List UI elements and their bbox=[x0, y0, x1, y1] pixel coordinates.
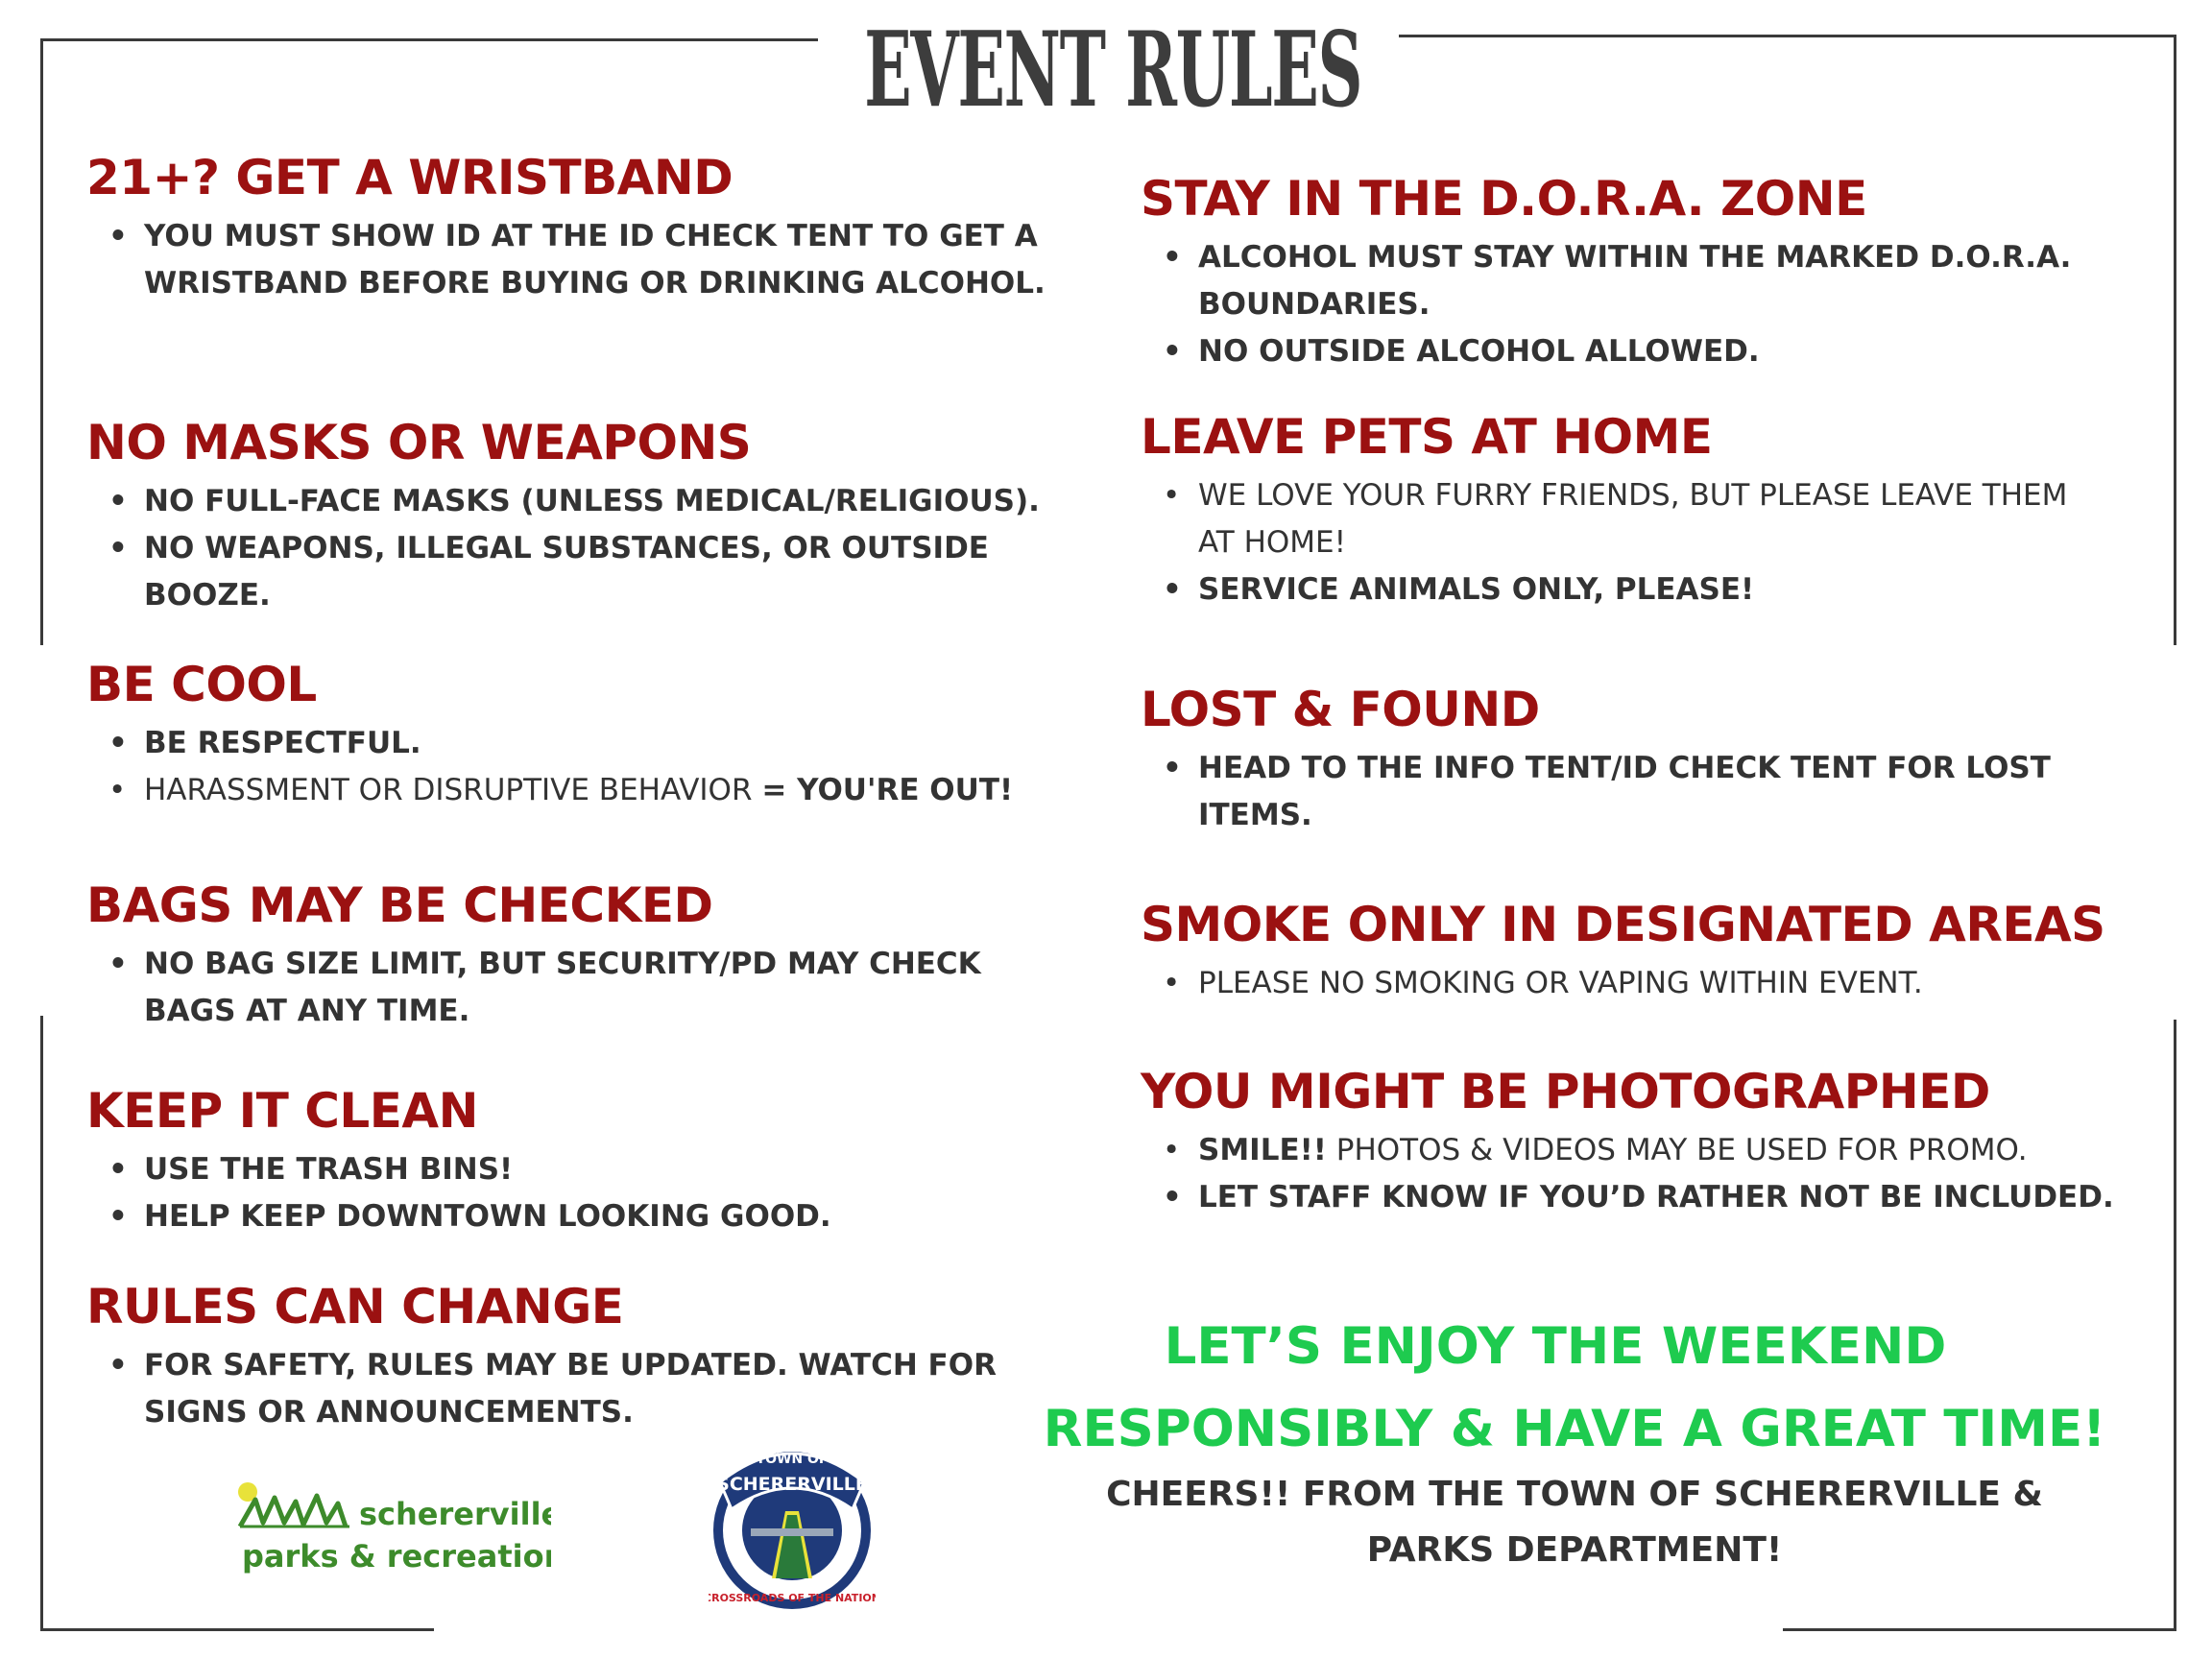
bullet-item: • YOU MUST SHOW ID AT THE ID CHECK TENT TO GET A WRISTBAND BEFORE BUYING OR DRINKING ALCOHOL. bbox=[86, 213, 1066, 307]
bullet-item: • ALCOHOL MUST STAY WITHIN THE MARKED D.O.R.A. BOUNDARIES. bbox=[1141, 234, 2101, 328]
section-heading: STAY IN THE D.O.R.A. ZONE bbox=[1141, 171, 1867, 227]
section-heading: BE COOL bbox=[86, 657, 317, 712]
parks-logo-tagline: parks & recreation bbox=[242, 1538, 551, 1575]
section-lost-found bbox=[1141, 680, 2101, 839]
seal-top-text: TOWN OF bbox=[756, 1452, 829, 1467]
bullet-list bbox=[1141, 960, 2158, 1007]
bullet-item: • SERVICE ANIMALS ONLY, PLEASE! bbox=[1141, 566, 2101, 613]
frame-left-upper bbox=[40, 38, 43, 645]
bullet-item: • USE THE TRASH BINS! bbox=[86, 1146, 1066, 1193]
bullet-list bbox=[1141, 234, 2101, 375]
bullet-item: • HELP KEEP DOWNTOWN LOOKING GOOD. bbox=[86, 1193, 1066, 1240]
frame-left-lower bbox=[40, 1016, 43, 1630]
bullet-item: • NO OUTSIDE ALCOHOL ALLOWED. bbox=[1141, 328, 2101, 375]
closing-line-1: LET’S ENJOY THE WEEKEND bbox=[1164, 1317, 1947, 1376]
bullet-item: • HARASSMENT OR DISRUPTIVE BEHAVIOR = YOU'RE OUT! bbox=[86, 767, 1123, 814]
bullet-list bbox=[1141, 472, 2101, 613]
frame-bottom-right bbox=[1783, 1628, 2176, 1631]
bullet-list bbox=[1141, 745, 2101, 839]
parks-logo-name: schererville bbox=[359, 1496, 551, 1532]
section-rules-change bbox=[86, 1277, 1046, 1436]
bullet-list bbox=[1141, 1127, 2158, 1221]
bullet-list bbox=[86, 720, 1123, 814]
section-masks-weapons bbox=[86, 413, 1066, 619]
closing-message bbox=[1037, 1306, 2112, 1471]
bullet-item: • FOR SAFETY, RULES MAY BE UPDATED. WATCH FOR SIGNS OR ANNOUNCEMENTS. bbox=[86, 1342, 1046, 1436]
section-wristband bbox=[86, 148, 1066, 307]
frame-right-upper bbox=[2174, 35, 2176, 645]
parks-recreation-logo bbox=[234, 1477, 551, 1582]
section-bags bbox=[86, 876, 1046, 1035]
bullet-list bbox=[86, 478, 1066, 619]
section-heading: LEAVE PETS AT HOME bbox=[1141, 409, 1713, 465]
closing-line-2: RESPONSIBLY & HAVE A GREAT TIME! bbox=[1043, 1400, 2106, 1458]
trees-sun-icon bbox=[234, 1477, 551, 1582]
section-heading: 21+? GET A WRISTBAND bbox=[86, 150, 733, 205]
section-dora-zone bbox=[1141, 169, 2101, 375]
frame-right-lower bbox=[2174, 1020, 2176, 1630]
bullet-item: • PLEASE NO SMOKING OR VAPING WITHIN EVENT. bbox=[1141, 960, 2158, 1007]
section-heading: YOU MIGHT BE PHOTOGRAPHED bbox=[1141, 1064, 1990, 1119]
bullet-list bbox=[86, 213, 1066, 307]
bullet-list bbox=[86, 1342, 1046, 1436]
bullet-item: • WE LOVE YOUR FURRY FRIENDS, BUT PLEASE LEAVE THEM AT HOME! bbox=[1141, 472, 2101, 566]
section-pets bbox=[1141, 407, 2101, 613]
town-seal-icon bbox=[709, 1434, 876, 1617]
cheers-signoff: CHEERS!! FROM THE TOWN OF SCHERERVILLE & PARKS DEPARTMENT! bbox=[1106, 1475, 2043, 1570]
seal-town-name: SCHERERVILLE bbox=[716, 1474, 868, 1495]
seal-ring-text: CROSSROADS OF THE NATION bbox=[709, 1592, 876, 1604]
section-keep-clean bbox=[86, 1081, 1066, 1240]
bullet-item: • SMILE!! PHOTOS & VIDEOS MAY BE USED FOR PROMO. bbox=[1141, 1127, 2158, 1174]
section-heading: RULES CAN CHANGE bbox=[86, 1279, 624, 1334]
section-heading: BAGS MAY BE CHECKED bbox=[86, 878, 713, 933]
bullet-list bbox=[86, 1146, 1066, 1240]
bullet-item: • LET STAFF KNOW IF YOU’D RATHER NOT BE INCLUDED. bbox=[1141, 1174, 2158, 1221]
bullet-item: • NO WEAPONS, ILLEGAL SUBSTANCES, OR OUTSIDE BOOZE. bbox=[86, 525, 1066, 619]
bullet-item: • NO FULL-FACE MASKS (UNLESS MEDICAL/RELIGIOUS). bbox=[86, 478, 1066, 525]
bullet-item: • NO BAG SIZE LIMIT, BUT SECURITY/PD MAY CHECK BAGS AT ANY TIME. bbox=[86, 941, 1046, 1035]
section-heading: LOST & FOUND bbox=[1141, 682, 1540, 737]
section-be-cool bbox=[86, 655, 1123, 814]
bullet-item: • BE RESPECTFUL. bbox=[86, 720, 1123, 767]
bullet-list bbox=[86, 941, 1046, 1035]
page-title: EVENT RULES bbox=[864, 10, 1362, 131]
section-heading: NO MASKS OR WEAPONS bbox=[86, 415, 752, 470]
section-photographed bbox=[1141, 1062, 2158, 1221]
town-seal-logo bbox=[709, 1434, 876, 1617]
section-smoke bbox=[1141, 895, 2158, 1007]
bullet-item: • HEAD TO THE INFO TENT/ID CHECK TENT FOR LOST ITEMS. bbox=[1141, 745, 2101, 839]
section-heading: KEEP IT CLEAN bbox=[86, 1083, 478, 1139]
frame-bottom-left bbox=[40, 1628, 434, 1631]
section-heading: SMOKE ONLY IN DESIGNATED AREAS bbox=[1141, 897, 2105, 952]
